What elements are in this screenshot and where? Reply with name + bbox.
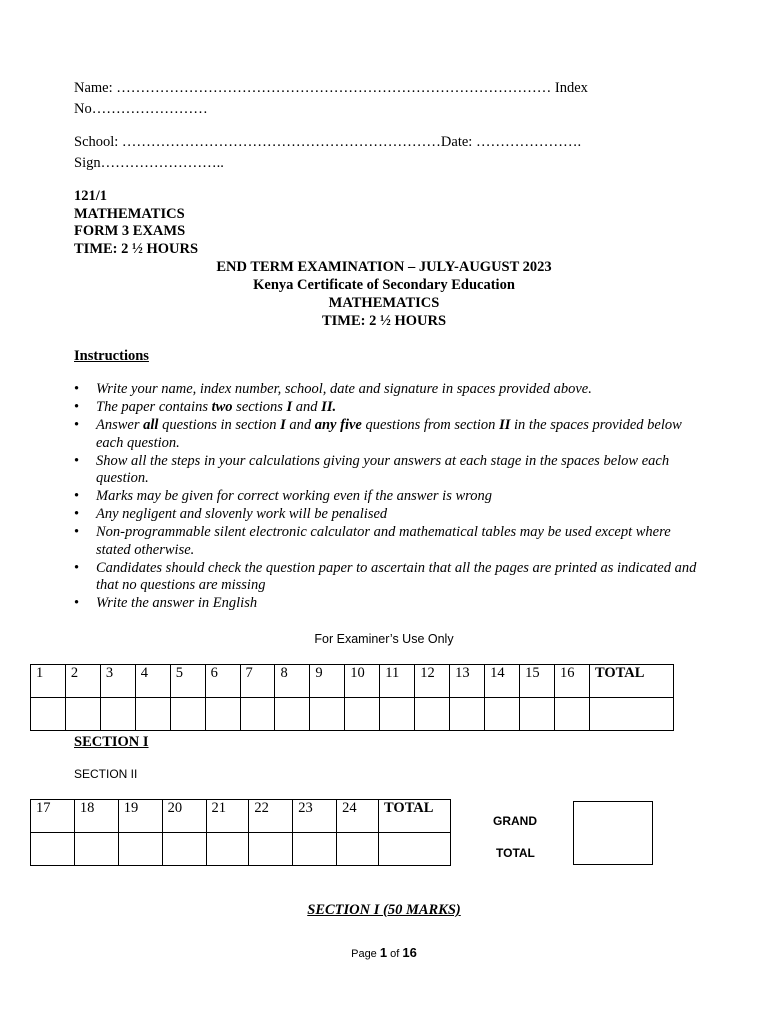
question-number-cell: 19 bbox=[118, 800, 162, 833]
instruction-text: Show all the steps in your calculations giving your answers at each stage in the spaces below each question. bbox=[96, 452, 670, 486]
question-number-cell: 1 bbox=[31, 665, 66, 698]
grand-total-label: TOTAL bbox=[496, 846, 535, 860]
grand-label: GRAND bbox=[493, 814, 537, 828]
question-number-cell: 23 bbox=[293, 800, 337, 833]
sign-line: Sign…………………….. bbox=[74, 155, 224, 171]
instruction-text: Any negligent and slovenly work will be penalised bbox=[96, 506, 388, 522]
instruction-text: in the spaces provided below each question. bbox=[96, 417, 682, 451]
section-1-score-table bbox=[30, 664, 674, 731]
instruction-item bbox=[74, 524, 704, 559]
question-number-cell: 8 bbox=[275, 665, 310, 698]
score-cell[interactable] bbox=[65, 698, 100, 731]
score-cell[interactable] bbox=[31, 833, 75, 866]
name-field-line: Name: ……………………………………………………………………………… Index bbox=[74, 80, 588, 96]
of-word: of bbox=[390, 948, 400, 960]
total-score-cell[interactable] bbox=[379, 833, 451, 866]
index-number-line: No…………………… bbox=[74, 101, 208, 117]
instruction-emphasis: two bbox=[211, 399, 233, 415]
instructions-list bbox=[74, 381, 704, 613]
instruction-emphasis: all bbox=[143, 417, 159, 433]
score-cell[interactable] bbox=[380, 698, 415, 731]
time-title: TIME: 2 ½ HOURS bbox=[321, 313, 447, 329]
question-number-cell: 4 bbox=[135, 665, 170, 698]
instruction-item bbox=[74, 488, 704, 506]
exam-title: END TERM EXAMINATION – JULY-AUGUST 2023 bbox=[216, 259, 552, 275]
instruction-item bbox=[74, 560, 704, 595]
question-number-cell: 5 bbox=[170, 665, 205, 698]
question-number-cell: 22 bbox=[249, 800, 293, 833]
score-cell[interactable] bbox=[162, 833, 206, 866]
question-number-cell: 14 bbox=[485, 665, 520, 698]
question-number-cell: 15 bbox=[520, 665, 555, 698]
instruction-emphasis: any five bbox=[314, 417, 362, 433]
score-cell[interactable] bbox=[100, 698, 135, 731]
section-2-label: SECTION II bbox=[74, 767, 138, 781]
page-number: 1 bbox=[379, 945, 388, 960]
page-word: Page bbox=[351, 948, 377, 960]
time-heading: TIME: 2 ½ HOURS bbox=[74, 241, 199, 257]
instruction-text: Write your name, index number, school, date and signature in spaces provided above. bbox=[96, 381, 592, 397]
instruction-emphasis: I bbox=[280, 417, 286, 433]
grand-total-box[interactable] bbox=[573, 801, 653, 865]
instruction-item bbox=[74, 399, 704, 417]
question-number-cell: 20 bbox=[162, 800, 206, 833]
score-cell[interactable] bbox=[205, 698, 240, 731]
question-number-cell: 13 bbox=[450, 665, 485, 698]
question-number-cell: 21 bbox=[206, 800, 249, 833]
score-cell[interactable] bbox=[520, 698, 555, 731]
instruction-text: sections bbox=[232, 399, 287, 415]
instruction-emphasis: II bbox=[499, 417, 511, 433]
score-cell[interactable] bbox=[337, 833, 379, 866]
score-cell[interactable] bbox=[310, 698, 345, 731]
question-number-cell: 6 bbox=[205, 665, 240, 698]
question-number-cell: 16 bbox=[555, 665, 590, 698]
certificate-title: Kenya Certificate of Secondary Education bbox=[253, 277, 515, 293]
instruction-text: questions in section bbox=[158, 417, 281, 433]
question-number-cell: 24 bbox=[337, 800, 379, 833]
score-cell[interactable] bbox=[135, 698, 170, 731]
score-cell[interactable] bbox=[555, 698, 590, 731]
instruction-emphasis: I bbox=[286, 399, 293, 415]
question-number-cell: 2 bbox=[65, 665, 100, 698]
instruction-emphasis: II. bbox=[321, 399, 337, 415]
subject-heading: MATHEMATICS bbox=[74, 206, 185, 222]
score-cell[interactable] bbox=[118, 833, 162, 866]
score-cell[interactable] bbox=[240, 698, 275, 731]
total-score-cell[interactable] bbox=[589, 698, 673, 731]
score-cell[interactable] bbox=[415, 698, 450, 731]
question-number-cell: 18 bbox=[74, 800, 118, 833]
question-number-cell: 12 bbox=[415, 665, 450, 698]
instruction-text: and bbox=[292, 399, 322, 415]
subject-title: MATHEMATICS bbox=[328, 295, 440, 311]
instruction-item bbox=[74, 381, 704, 399]
score-cell[interactable] bbox=[275, 698, 310, 731]
section-1-marks-heading: SECTION I (50 MARKS) bbox=[307, 902, 461, 918]
score-cell[interactable] bbox=[170, 698, 205, 731]
question-number-cell: 7 bbox=[240, 665, 275, 698]
question-number-cell: 11 bbox=[380, 665, 415, 698]
page-footer bbox=[0, 945, 768, 960]
score-cell[interactable] bbox=[206, 833, 249, 866]
score-cell[interactable] bbox=[249, 833, 293, 866]
school-date-line: School: …………………………………………………………Date: …………………. bbox=[74, 134, 582, 150]
instruction-text: Candidates should check the question paper to ascertain that all the pages are printed as indicated and that no questions are missing bbox=[96, 559, 697, 593]
instruction-text: Non-programmable silent electronic calculator and mathematical tables may be used except where stated otherwise. bbox=[96, 524, 671, 558]
instruction-text: The paper contains bbox=[96, 399, 212, 415]
paper-code: 121/1 bbox=[74, 188, 108, 204]
total-header-cell: TOTAL bbox=[589, 665, 673, 698]
question-number-cell: 3 bbox=[100, 665, 135, 698]
score-cell[interactable] bbox=[31, 698, 66, 731]
instruction-text: and bbox=[285, 417, 315, 433]
section-2-score-table bbox=[30, 799, 451, 866]
instructions-heading: Instructions bbox=[74, 348, 149, 364]
page-total: 16 bbox=[402, 945, 417, 960]
score-cell[interactable] bbox=[485, 698, 520, 731]
question-number-cell: 9 bbox=[310, 665, 345, 698]
question-number-cell: 10 bbox=[345, 665, 380, 698]
instruction-text: Answer bbox=[96, 417, 144, 433]
score-cell[interactable] bbox=[74, 833, 118, 866]
instruction-item bbox=[74, 506, 704, 524]
instruction-text: Write the answer in English bbox=[96, 595, 258, 611]
instruction-item bbox=[74, 595, 704, 613]
instruction-text: Marks may be given for correct working even if the answer is wrong bbox=[96, 488, 492, 504]
form-heading: FORM 3 EXAMS bbox=[74, 223, 186, 239]
score-cell[interactable] bbox=[450, 698, 485, 731]
question-number-cell: 17 bbox=[31, 800, 75, 833]
instruction-item bbox=[74, 453, 704, 488]
section-1-label: SECTION I bbox=[74, 734, 149, 750]
total-header-cell: TOTAL bbox=[379, 800, 451, 833]
examiner-use-label: For Examiner’s Use Only bbox=[314, 632, 454, 646]
instruction-text: questions from section bbox=[361, 417, 500, 433]
score-cell[interactable] bbox=[293, 833, 337, 866]
score-cell[interactable] bbox=[345, 698, 380, 731]
instruction-item bbox=[74, 417, 704, 452]
